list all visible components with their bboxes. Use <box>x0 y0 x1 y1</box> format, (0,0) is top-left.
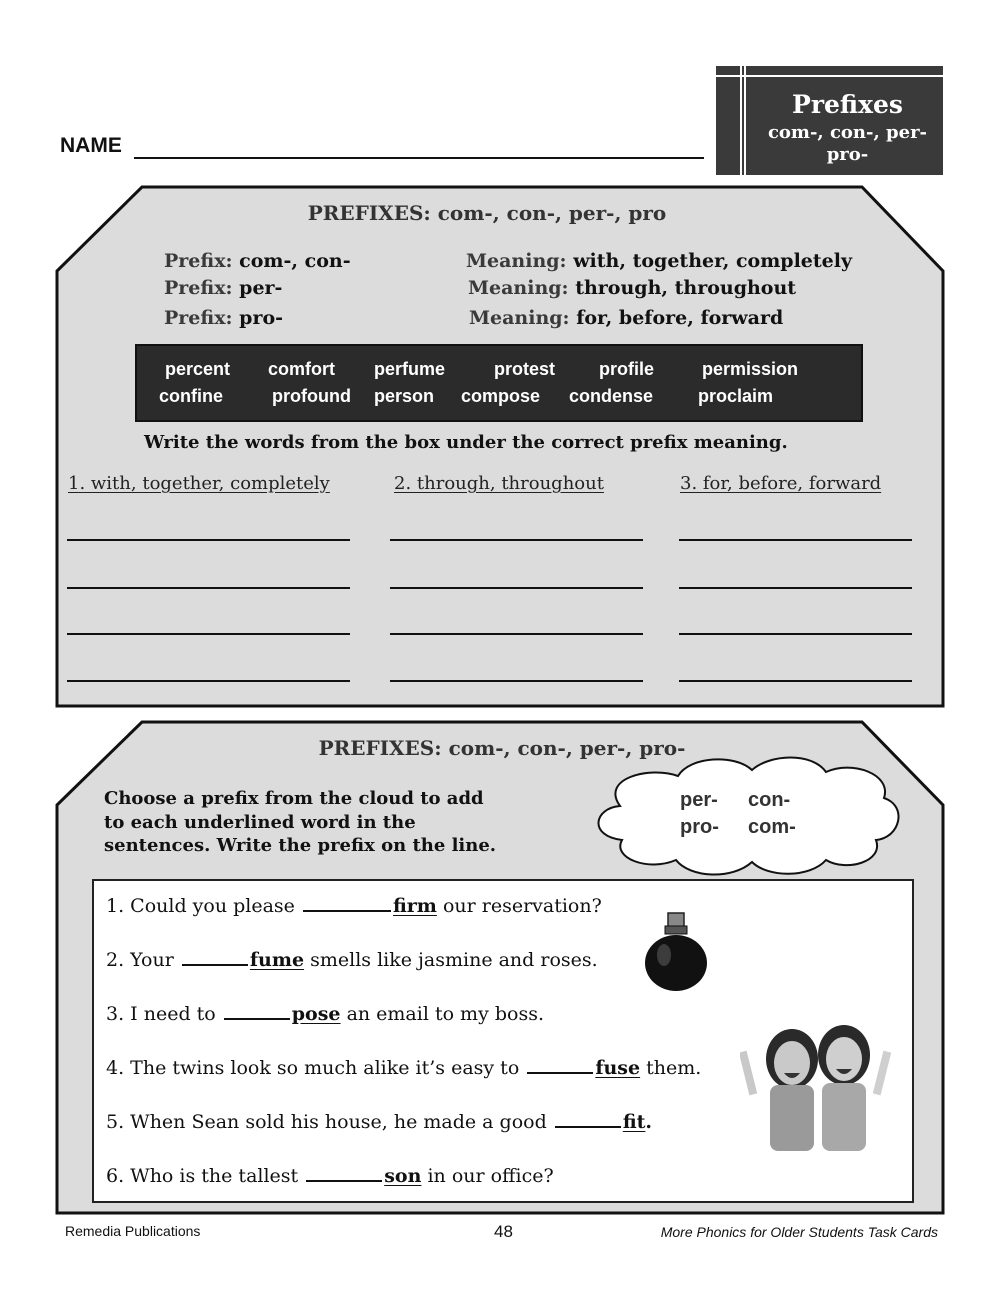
instruction-line: to each underlined word in the <box>104 811 416 833</box>
prefix-blank[interactable] <box>224 999 290 1020</box>
definition-row <box>164 307 283 329</box>
column-heading: 1. with, together, completely <box>68 473 330 494</box>
prefix-blank[interactable] <box>182 945 248 966</box>
word-box-word: person <box>374 386 435 406</box>
prefix-value: pro- <box>239 307 284 329</box>
cloud-prefix: pro- <box>680 816 719 838</box>
definition-row <box>466 250 852 272</box>
column-heading: 2. through, throughout <box>394 473 604 494</box>
sentence <box>106 1161 554 1187</box>
sentence-text: 2. Your <box>106 949 174 971</box>
sentence <box>106 1053 701 1079</box>
underlined-word: fit <box>622 1111 646 1133</box>
footer-book-title: More Phonics for Older Students Task Cards <box>660 1224 938 1240</box>
meaning-label: Meaning: <box>469 307 570 329</box>
underlined-word: pose <box>291 1003 341 1025</box>
definition-row <box>164 250 351 272</box>
twins-illustration <box>740 1025 898 1155</box>
word-box-word: compose <box>461 386 541 406</box>
word-box-word: profile <box>599 359 655 379</box>
prefix-blank[interactable] <box>527 1053 593 1074</box>
prefix-blank[interactable] <box>303 891 391 912</box>
underlined-word: son <box>384 1165 422 1187</box>
cloud-prefix: con- <box>748 789 791 811</box>
sentence-text: . <box>645 1111 653 1133</box>
sentence <box>106 945 598 971</box>
card2-title: PREFIXES: com-, con-, per-, pro- <box>318 736 686 760</box>
prefix-blank[interactable] <box>555 1107 621 1128</box>
sentence-box <box>92 879 914 1203</box>
meaning-label: Meaning: <box>466 250 567 272</box>
answer-line[interactable] <box>679 539 912 541</box>
subtitle-line: com-, con-, per- <box>767 122 928 143</box>
word-box-word: profound <box>272 386 351 406</box>
word-box-word: perfume <box>374 359 446 379</box>
answer-line[interactable] <box>67 680 350 682</box>
answer-line[interactable] <box>679 633 912 635</box>
definition-row <box>164 277 282 299</box>
underlined-word: fuse <box>595 1057 641 1079</box>
page-number: 48 <box>494 1222 513 1241</box>
sentence-text: 5. When Sean sold his house, he made a good <box>106 1111 547 1133</box>
meaning-label: Meaning: <box>468 277 569 299</box>
answer-line[interactable] <box>679 680 912 682</box>
prefix-blank[interactable] <box>306 1161 382 1182</box>
name-label: NAME <box>60 134 122 157</box>
prefix-value: per- <box>239 277 283 299</box>
instruction-line: Choose a prefix from the cloud to add <box>104 788 484 809</box>
answer-line[interactable] <box>390 633 643 635</box>
prefix-label: Prefix: <box>164 250 233 272</box>
prefix-label: Prefix: <box>164 277 233 299</box>
column-heading: 3. for, before, forward <box>680 473 882 494</box>
definition-row <box>468 277 796 299</box>
card1-title: PREFIXES: com-, con-, per-, pro <box>307 201 667 225</box>
sentence-text: 3. I need to <box>106 1003 216 1025</box>
word-box-word: condense <box>569 386 654 406</box>
meaning-value: with, together, completely <box>573 250 853 272</box>
definition-row <box>469 307 783 329</box>
answer-line[interactable] <box>67 539 350 541</box>
word-box-word: protest <box>494 359 556 379</box>
answer-line[interactable] <box>67 587 350 589</box>
sentence-text: our reservation? <box>442 895 602 917</box>
word-box-word: confine <box>159 386 224 406</box>
answer-line[interactable] <box>390 539 643 541</box>
sentence <box>106 999 544 1025</box>
perfume-bottle-illustration <box>642 911 710 995</box>
word-box-word: percent <box>165 359 231 379</box>
prefix-value: com-, con- <box>239 250 351 272</box>
cloud-prefix: com- <box>748 816 796 838</box>
word-box-word: proclaim <box>698 386 774 406</box>
sentence-text: 6. Who is the tallest <box>106 1165 299 1187</box>
underlined-word: fume <box>249 949 305 971</box>
answer-line[interactable] <box>67 633 350 635</box>
footer-publisher: Remedia Publications <box>65 1223 201 1239</box>
sentence <box>106 1107 652 1133</box>
underlined-word: firm <box>392 895 437 917</box>
sentence-text: smells like jasmine and roses. <box>310 949 598 971</box>
answer-line[interactable] <box>390 680 643 682</box>
answer-line[interactable] <box>390 587 643 589</box>
sentence-text: an email to my boss. <box>346 1003 544 1025</box>
word-box-word: comfort <box>268 359 335 379</box>
meaning-value: for, before, forward <box>576 307 784 329</box>
sentence-text: 4. The twins look so much alike it’s easy to <box>106 1057 520 1079</box>
word-box <box>135 344 863 422</box>
card2-instruction <box>104 787 496 858</box>
card1-instruction: Write the words from the box under the correct prefix meaning. <box>144 432 788 453</box>
answer-line[interactable] <box>679 587 912 589</box>
subtitle-line: pro- <box>826 144 869 165</box>
instruction-line: sentences. Write the prefix on the line. <box>104 835 497 856</box>
meaning-value: through, throughout <box>575 277 797 299</box>
word-box-word: permission <box>702 359 799 379</box>
sentence-text: 1. Could you please <box>106 895 295 917</box>
worksheet-title: Prefixes <box>792 90 903 119</box>
sentence <box>106 891 602 917</box>
cloud-prefix: per- <box>680 789 718 811</box>
sentence-text: in our office? <box>427 1165 554 1187</box>
sentence-text: them. <box>646 1057 702 1079</box>
prefix-label: Prefix: <box>164 307 233 329</box>
